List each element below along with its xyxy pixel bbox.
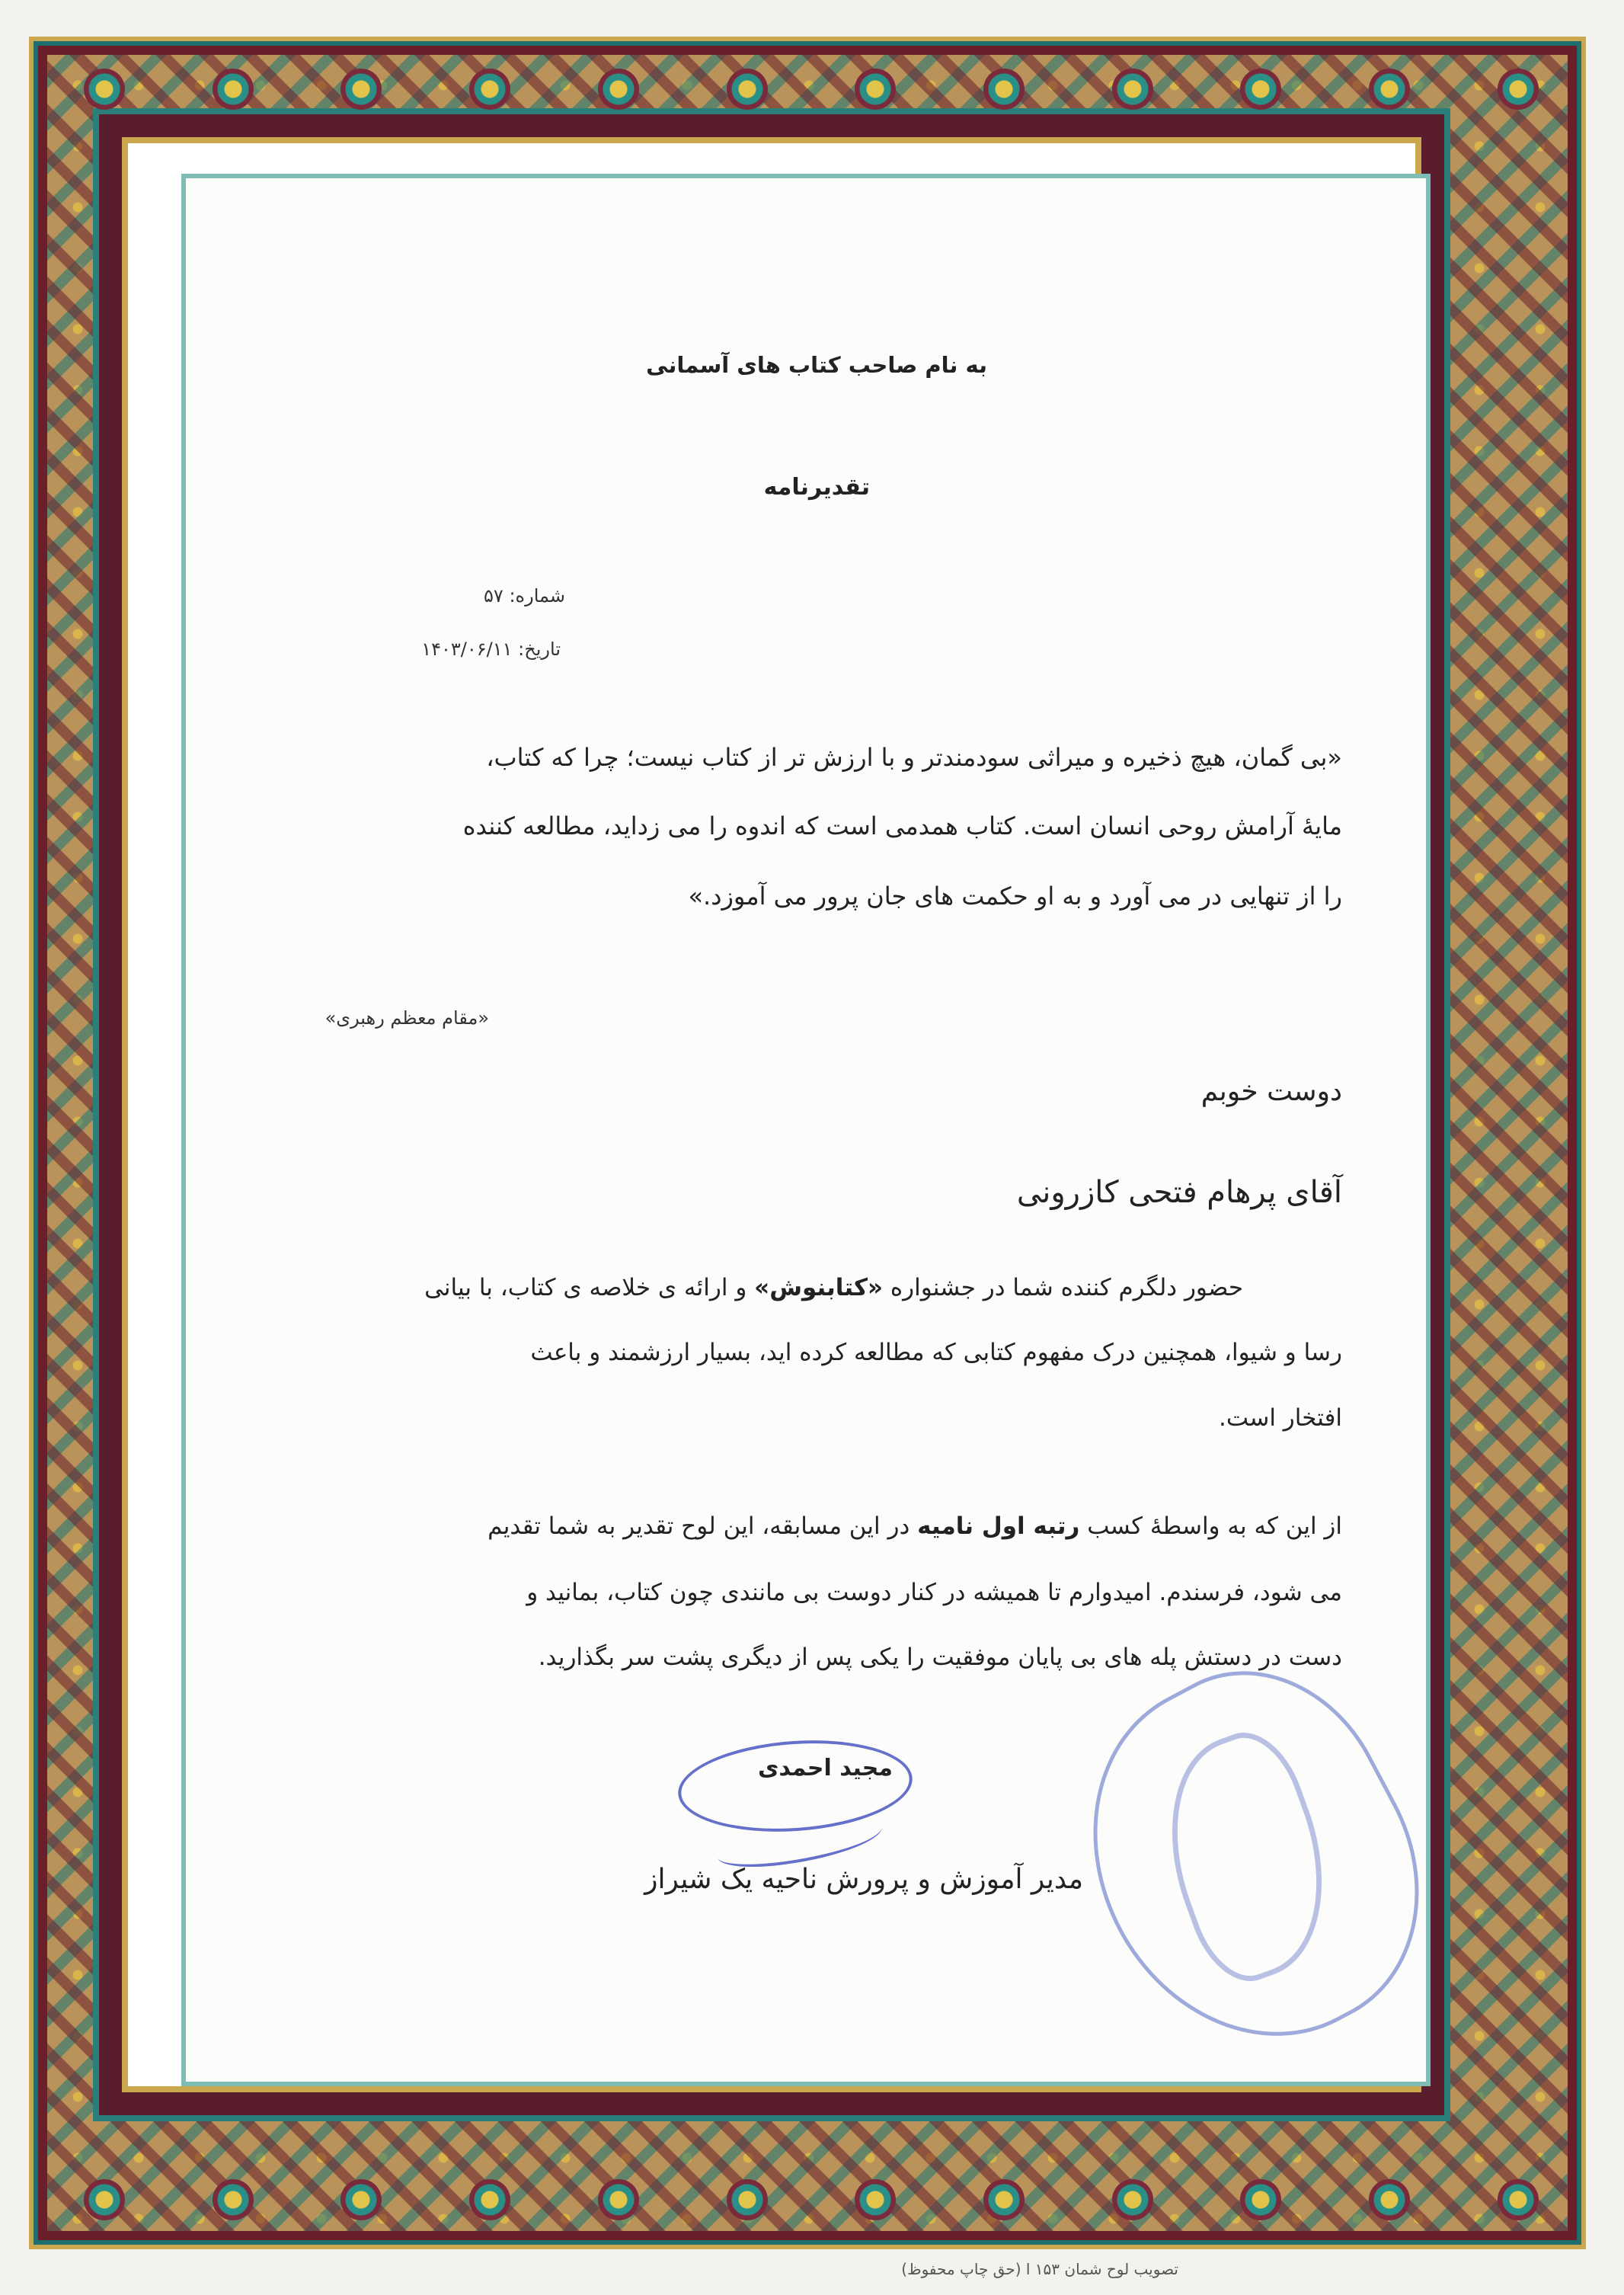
ornament-icon	[1498, 69, 1539, 110]
invocation-line: به نام صاحب کتاب های آسمانی	[646, 352, 987, 378]
ornament-icon	[1112, 2179, 1153, 2220]
recipient-name: آقای پرهام فتحی کازرونی	[1016, 1175, 1342, 1210]
quote-line: «بی گمان، هیچ ذخیره و میراثی سودمندتر و با ارزش تر از کتاب نیست؛ چرا که کتاب،	[486, 743, 1342, 772]
ornament-row-top	[84, 69, 1539, 110]
ornament-icon	[213, 69, 254, 110]
ornament-icon	[727, 2179, 768, 2220]
ornament-icon	[1240, 2179, 1281, 2220]
letter-date: تاریخ: ۱۴۰۳/۰۶/۱۱	[421, 639, 561, 660]
quote-line: را از تنهایی در می آورد و به او حکمت های جان پرور می آموزد.»	[688, 882, 1342, 911]
letter-number: شماره: ۵۷	[484, 585, 565, 607]
ornament-icon	[983, 69, 1025, 110]
ornament-icon	[598, 69, 639, 110]
body-line	[424, 1274, 1243, 1301]
body-line: دست در دستش پله های بی پایان موفقیت را یکی پس از دیگری پشت سر بگذارید.	[538, 1644, 1342, 1671]
body-text: و ارائه ی خلاصه ی کتاب، با بیانی	[424, 1274, 755, 1301]
signer-name: مجید احمدی	[757, 1755, 893, 1781]
ornament-icon	[84, 69, 125, 110]
ornament-icon	[84, 2179, 125, 2220]
ornament-icon	[983, 2179, 1025, 2220]
body-line: رسا و شیوا، همچنین درک مفهوم کتابی که مطالعه کرده اید، بسیار ارزشمند و باعث	[530, 1339, 1342, 1366]
body-line: می شود، فرسندم. امیدوارم تا همیشه در کنار دوست بی مانندی چون کتاب، بمانید و	[526, 1579, 1342, 1606]
ornament-icon	[598, 2179, 639, 2220]
ornament-icon	[1112, 69, 1153, 110]
quote-line: مایهٔ آرامش روحی انسان است. کتاب همدمی است که اندوه را می زداید، مطالعه کننده	[462, 811, 1342, 840]
ornament-icon	[1369, 69, 1410, 110]
signer-role: مدیر آموزش و پرورش ناحیه یک شیراز	[644, 1864, 1083, 1895]
ornament-icon	[469, 2179, 510, 2220]
body-text: حضور دلگرم کننده شما در جشنواره	[883, 1274, 1243, 1301]
print-footer: تصویب لوح شمان ۱۵۳ ا (حق چاپ محفوظ)	[901, 2260, 1178, 2278]
body-line: افتخار است.	[1219, 1404, 1342, 1432]
ornament-icon	[1240, 69, 1281, 110]
ornament-icon	[1498, 2179, 1539, 2220]
body-text: از این که به واسطهٔ کسب	[1079, 1512, 1342, 1540]
body-text: در این مسابقه، این لوح تقدیر به شما تقدیم	[488, 1512, 918, 1540]
ornament-icon	[1369, 2179, 1410, 2220]
salutation: دوست خوبم	[1200, 1076, 1342, 1107]
festival-name: «کتابنوش»	[754, 1274, 884, 1301]
ornament-icon	[340, 2179, 382, 2220]
ornament-icon	[213, 2179, 254, 2220]
ornament-icon	[727, 69, 768, 110]
body-line	[488, 1512, 1342, 1540]
ornament-icon	[340, 69, 382, 110]
ornament-row-bottom	[84, 2179, 1539, 2220]
ornament-icon	[855, 2179, 896, 2220]
ornament-icon	[855, 69, 896, 110]
quote-attribution: «مقام معظم رهبری»	[324, 1007, 489, 1029]
rank-text: رتبه اول نامیه	[917, 1512, 1080, 1540]
ornament-icon	[469, 69, 510, 110]
page-title: تقدیرنامه	[763, 474, 870, 501]
